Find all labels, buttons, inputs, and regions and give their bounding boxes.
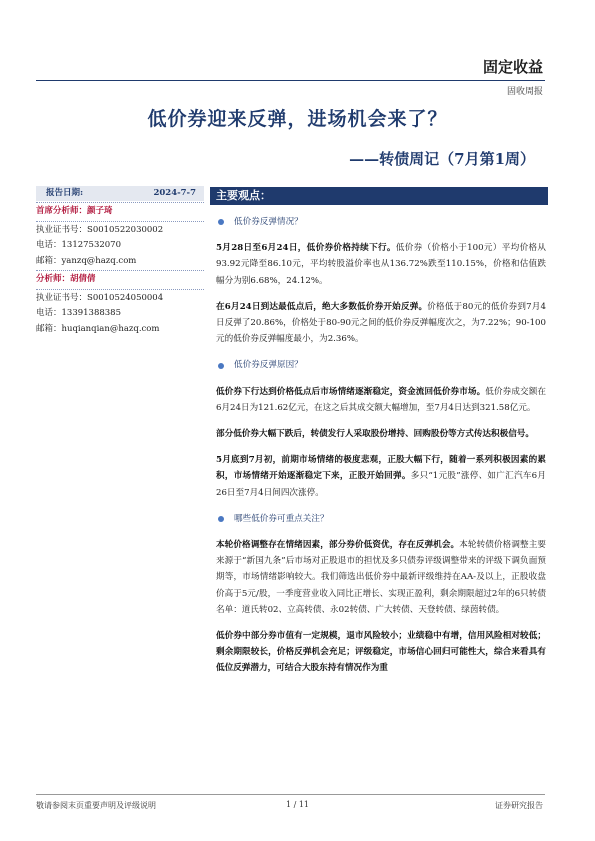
paragraph-lead: 5月底到7月初，前期市场情绪的极度悲观，正股大幅下行，随着一系列积极因素的累积，市场情绪开始逐渐稳定下来，正股开始回弹。: [216, 455, 546, 482]
paragraph-text: 价格低于80元的低价券到7月4日反弹了20.86%，价格处于80-90元之间的低价券反弹幅度次之，为7.22%；90-100元的低价券反弹幅度最小，为2.36%。: [216, 301, 546, 345]
bullet-dot-icon: [218, 219, 224, 225]
report-category: 固定收益: [482, 58, 543, 76]
paragraph-lead: 本轮价格调整存在情绪因素，部分券价低资优，存在反弹机会。: [216, 540, 460, 551]
report-subtitle: ——转债周记（7月第1周）: [349, 150, 535, 168]
divider: [36, 289, 204, 290]
paragraph: [216, 299, 546, 348]
divider: [36, 221, 204, 222]
question-text: 低价券反弹原因？: [234, 360, 303, 371]
paragraph: [216, 452, 546, 501]
header-divider: [36, 80, 545, 81]
section-question: [218, 214, 546, 230]
paragraph-text: 低价券（价格小于100元）平均价格从93.92元降至86.10元，平均转股溢价率也从136.72%跌至110.15%，价格和估值跌幅分为别6.68%，24.12%。: [216, 243, 546, 286]
analyst-email[interactable]: 邮箱：huqianqian@hazq.com: [36, 323, 160, 334]
analyst-phone: 电话：13391388385: [36, 308, 121, 318]
key-points-heading: 主要观点：: [210, 187, 548, 205]
paragraph-text: 多只“1元股”涨停、如广汇汽车6月26日至7月4日间四次涨停。: [216, 471, 546, 498]
report-date-label: 报告日期:: [46, 188, 84, 198]
question-text: 哪些低价券可重点关注？: [234, 513, 329, 524]
analyst-license: 执业证书号：S0010524050004: [36, 292, 164, 303]
report-subcategory: 固收周报: [506, 87, 543, 97]
paragraph-lead: 低价券下行达到价格低点后市场情绪逐渐稳定，资金流回低价券市场。: [216, 386, 486, 397]
analyst-phone: 电话：13127532070: [36, 240, 121, 250]
paragraph-lead: 部分低价券大幅下跌后，转债发行人采取股份增持、回购股份等方式传达积极信号。: [216, 429, 534, 440]
report-title: 低价券迎来反弹，进场机会来了？: [147, 108, 448, 130]
paragraph: [216, 537, 546, 618]
paragraph-text: 本轮转债价格调整主要来源于“新国九条”后市场对正股退市的担忧及多只债券评级调整带来的评级下调负面预期等，市场情绪影响较大。我们筛选出低价券中最新评级维持在AA-及以上，正股收盘价高于5元/股，一季度营业收入同比正增长、实现正盈利，剩余期限超过2年的6只转债名单：道氏转02、立高转债、永02转债、广大转债、天登转债、绿茵转债。: [216, 540, 546, 615]
section-question: [218, 357, 546, 373]
page-number: 1 / 11: [285, 800, 310, 809]
analyst-name: 分析师：胡倩倩: [36, 274, 96, 284]
footer-disclaimer: 敬请参阅末页重要声明及评级说明: [36, 801, 156, 810]
analyst-email[interactable]: 邮箱：yanzq@hazq.com: [36, 255, 137, 266]
paragraph: [216, 240, 546, 289]
report-date-value: 2024-7-7: [153, 188, 196, 198]
report-date-row: [36, 186, 204, 201]
analyst-name: 首席分析师：颜子琦: [36, 206, 113, 216]
question-text: 低价券反弹情况？: [234, 217, 303, 227]
paragraph: [216, 426, 546, 442]
key-points-body: [216, 210, 546, 687]
paragraph-text: 低价券成交额在6月24日为121.62亿元，在这之后其成交额大幅增加，至7月4日达到321.58亿元。: [216, 386, 546, 413]
analyst-sidebar: [36, 186, 204, 337]
analyst-license: 执业证书号：S0010522030002: [36, 224, 164, 235]
bullet-dot-icon: [218, 516, 224, 522]
divider: [36, 270, 204, 271]
paragraph: [216, 628, 546, 677]
paragraph-lead: 在6月24日到达最低点后，绝大多数低价券开始反弹。: [216, 301, 428, 312]
section-question: [218, 511, 546, 527]
footer-divider: [36, 794, 545, 795]
paragraph: [216, 384, 546, 416]
paragraph-lead: 5月28日至6月24日，低价券价格持续下行。: [216, 243, 396, 254]
bullet-dot-icon: [218, 363, 224, 369]
divider: [36, 202, 204, 203]
paragraph-lead: 低价券中部分券市值有一定规模，退市风险较小；业绩稳中有增，信用风险相对较低；剩余期限较长，价格反弹机会充足；评级稳定，市场信心回归可能性大，综合来看具有低位反弹潜力，可结合大股东持有情况作为重: [216, 631, 546, 674]
footer-report-type: 证券研究报告: [495, 801, 543, 810]
